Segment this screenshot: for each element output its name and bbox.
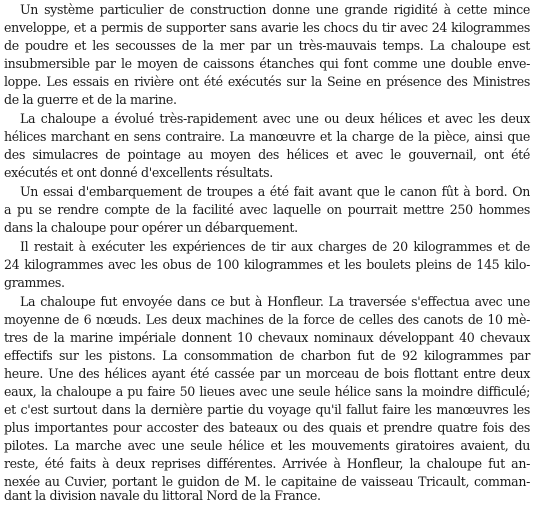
text-line: tres de la marine impériale donnent 10 chevaux nominaux développant 40 chevaux [4,330,530,345]
text-line: grammes. [4,275,65,290]
text-line: enveloppe, et a permis de supporter sans avarie les chocs du tir avec 24 kilogrammes [4,20,530,35]
text-line: et c'est surtout dans la dernière partie du voyage qu'il fallut faire les manœuvres les [4,402,530,417]
text-line: eaux, la chaloupe a pu faire 50 lieues avec une seule hélice sans la moindre difficulé; [4,384,530,399]
text-line: Il restait à exécuter les expériences de tir aux charges de 20 kilogrammes et de [20,239,530,254]
text-line: moyenne de 6 nœuds. Les deux machines de la force de celles des canots de 10 mè- [4,312,530,327]
text-line: de la guerre et de la marine. [4,92,177,107]
text-line: dant la division navale du littoral Nord de la France. [4,488,321,503]
text-line: insubmersible par le moyen de caissons étanches qui font comme une double enve- [4,56,530,71]
text-line: plus importantes pour accoster des bateaux ou des quais et prendre quatre fois des [4,420,530,435]
text-line: des simulacres de pointage au moyen des hélices et avec le gouvernail, ont été [4,147,530,162]
text-line: Un essai d'embarquement de troupes a été fait avant que le canon fût à bord. On [20,184,530,199]
text-line: dans la chaloupe pour opérer un débarquement. [4,220,298,235]
text-line: loppe. Les essais en rivière ont été exécutés sur la Seine en présence des Ministres [4,74,530,89]
text-line: a pu se rendre compte de la facilité avec laquelle on pourrait mettre 250 hommes [4,202,530,217]
text-line: nexée au Cuvier, portant le guidon de M. le capitaine de vaisseau Tricault, comman- [4,474,530,489]
text-line: reste, été faits à deux reprises différentes. Arrivée à Honfleur, la chaloupe fut an- [4,456,530,471]
text-line: 24 kilogrammes avec les obus de 100 kilogrammes et les boulets pleins de 145 kilo- [4,257,530,272]
text-line: La chaloupe fut envoyée dans ce but à Honfleur. La traversée s'effectua avec une [20,294,530,309]
text-line: La chaloupe a évolué très-rapidement avec une ou deux hélices et avec les deux [20,111,530,126]
text-line: heure. Une des hélices ayant été cassée par un morceau de bois flottant entre deux [4,366,530,381]
text-line: effectifs sur les pistons. La consommation de charbon fut de 92 kilogrammes par [4,348,530,363]
text-line: pilotes. La marche avec une seule hélice et les mouvements giratoires avaient, du [4,438,530,453]
text-line: Un système particulier de construction donne une grande rigidité à cette mince [20,2,530,17]
text-line: de poudre et les secousses de la mer par un très-mauvais temps. La chaloupe est [4,38,530,53]
text-line: hélices marchant en sens contraire. La manœuvre et la charge de la pièce, ainsi que [4,129,530,144]
text-line: exécutés et ont donné d'excellents résultats. [4,165,273,180]
